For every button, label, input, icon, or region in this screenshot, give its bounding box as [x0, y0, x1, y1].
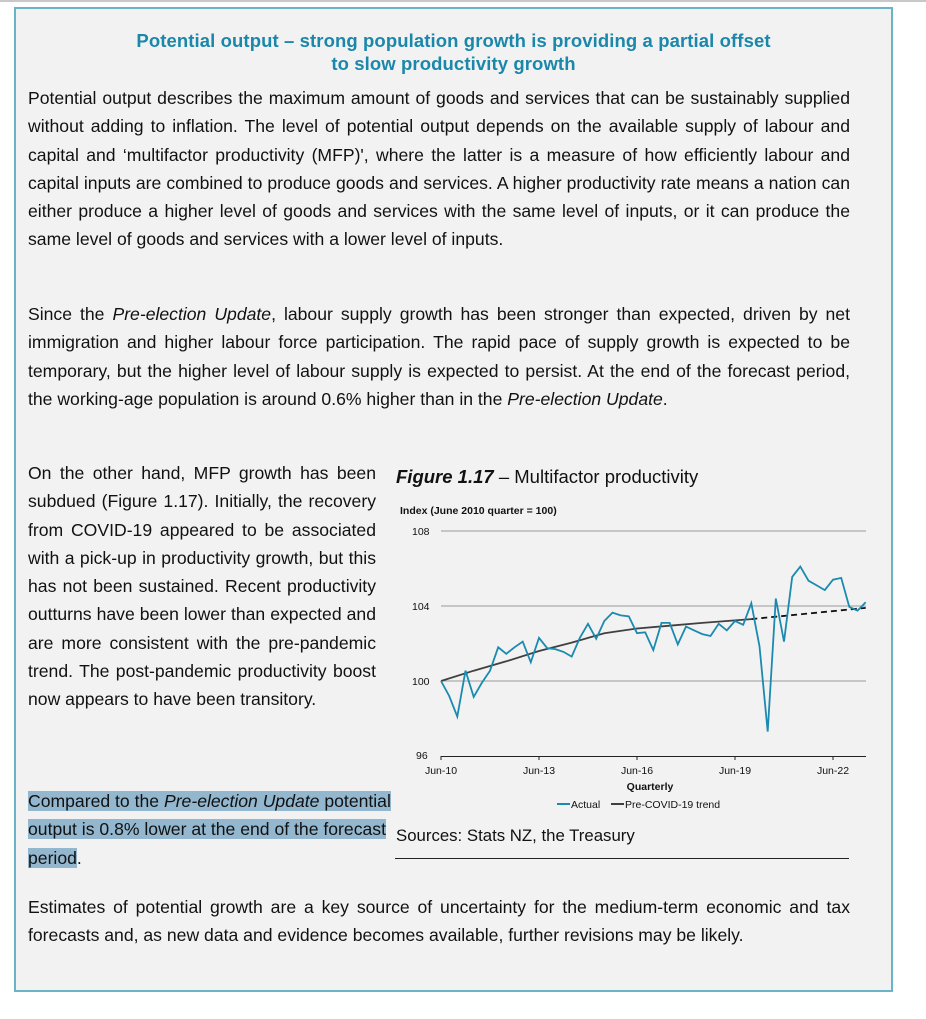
pre-election-update-ref: Pre-election Update: [507, 388, 663, 409]
svg-text:Jun-13: Jun-13: [522, 765, 556, 777]
x-axis: [441, 756, 866, 760]
paragraph-labour-supply: Since the Pre-election Update, labour supply growth has been stronger than expected, driven by net immigration and higher labour force participation. The rapid pace of supply growth is expected to be temporary, but the higher level of labour supply is expected to persist. At the end of the forecast period, the working-age population is around 0.6% higher than in the Pre-election Update.: [28, 304, 850, 409]
figure-label: Figure 1.17: [396, 466, 494, 487]
svg-text:100: 100: [412, 676, 430, 688]
highlighted-selection[interactable]: Compared to the Pre-election Update potential output is 0.8% lower at the end of the forecast period.: [28, 791, 391, 868]
actual-line: [441, 567, 866, 732]
figure-bottom-rule: [395, 858, 849, 859]
selected-text[interactable]: Compared to the Pre-election Update potential output is 0.8% lower at the end of the forecast period: [28, 791, 391, 868]
pre-election-update-ref: Pre-election Update: [112, 304, 272, 324]
svg-text:96: 96: [416, 750, 428, 762]
figure-sources: Sources: Stats NZ, the Treasury: [396, 826, 635, 845]
svg-text:Jun-16: Jun-16: [620, 765, 654, 777]
paragraph-mfp: On the other hand, MFP growth has been subdued (Figure 1.17). Initially, the recovery from COVID-19 appeared to be associated with a pick-up in productivity growth, but this has not been sustained. Recent productivity outturns have been lower than expected and are more consistent with the pre-pandemic trend. The post-pandemic productivity boost now appears to have been transitory.: [28, 463, 376, 710]
chart-y-axis-title: Index (June 2010 quarter = 100): [400, 505, 557, 517]
trend-projection-line: [751, 608, 865, 619]
chart-legend: [557, 799, 720, 811]
svg-text:Jun-10: Jun-10: [424, 765, 458, 777]
chart-x-axis-title: Quarterly: [626, 781, 674, 793]
box-title-line-1: Potential output – strong population growth is providing a partial offset: [136, 30, 771, 51]
legend-actual-label: Actual: [571, 799, 601, 811]
svg-text:Jun-19: Jun-19: [718, 765, 752, 777]
svg-text:104: 104: [412, 601, 430, 613]
svg-text:Jun-22: Jun-22: [816, 765, 850, 777]
paragraph-potential-output: Potential output describes the maximum amount of goods and services that can be sustainably supplied without adding to inflation. The level of potential output depends on the available supply of labour and capital and ‘multifactor productivity (MFP)', where the latter is a measure of how efficiently labour and capital inputs are combined to produce goods and services. A higher productivity rate means a nation can either produce a higher level of goods and services with the same level of inputs, or it can produce the same level of goods and services with a lower level of inputs.: [28, 88, 850, 250]
legend-trend-label: Pre-COVID-19 trend: [625, 799, 721, 811]
box-title-line-2: to slow productivity growth: [331, 53, 576, 74]
y-tick-labels: [412, 526, 430, 762]
trend-line: [441, 619, 751, 681]
figure-title: Figure 1.17 – Multifactor productivity: [396, 466, 699, 487]
paragraph-uncertainty: Estimates of potential growth are a key source of uncertainty for the medium-term economic and tax forecasts and, as new data and evidence becomes available, further revisions may be likely.: [28, 897, 850, 946]
svg-text:108: 108: [412, 526, 430, 538]
gridlines: [441, 531, 866, 681]
x-tick-labels: [425, 765, 849, 777]
